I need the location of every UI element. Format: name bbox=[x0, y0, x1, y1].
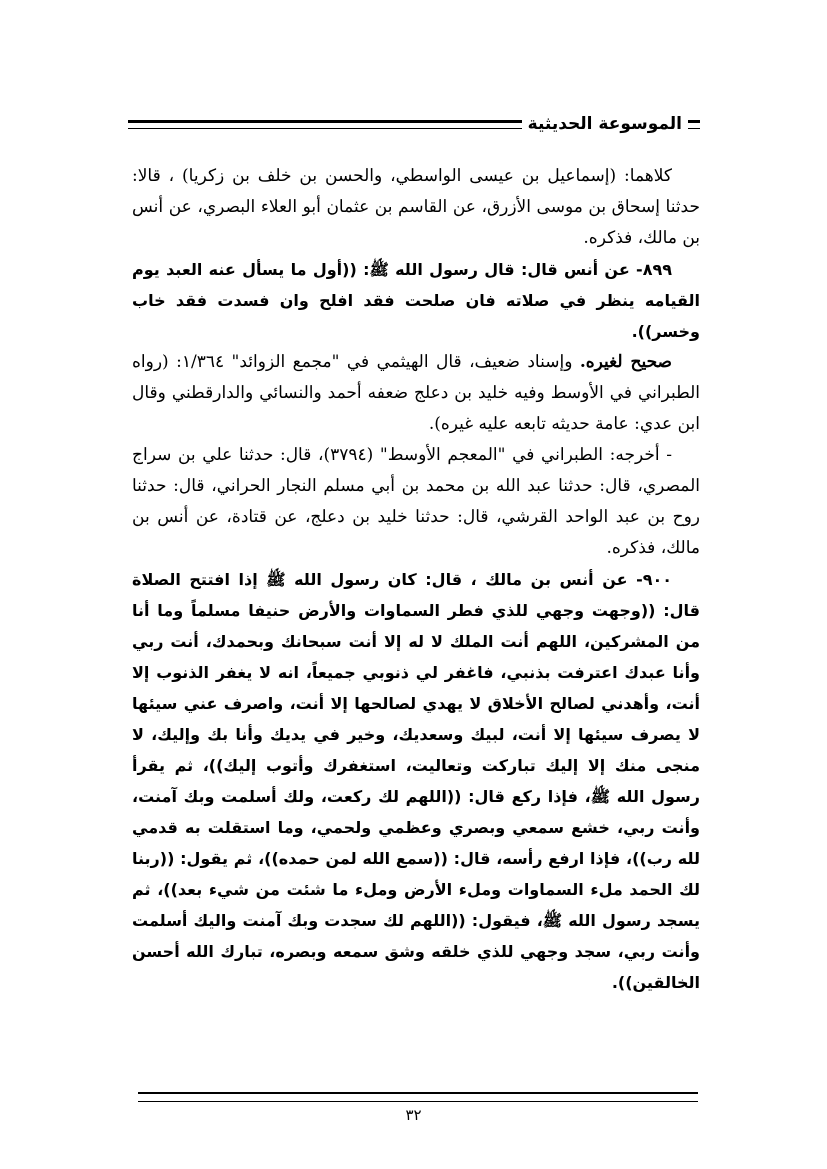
hadith-900: ٩٠٠- عن أنس بن مالك ، قال: كان رسول الله ﷺ إذا افتتح الصلاة قال: ((وجهت وجهي للذي فطر السماوات والأرض حنيفا مسلماً وما أنا من المشركين، اللهم أنت الملك لا له إلا أنت سبحانك وبحمدك، أنت ربي وأنا عبدك اعترفت بذنبي، فاغفر لي ذنوبي جميعاً، انه لا يغفر الذنوب إلا أنت، وأهدني لصالح الأخلاق لا يهدي لصالحها إلا أنت، واصرف عني سيئها لا يصرف سيئها إلا أنت، لبيك وسعديك، وخير في يديك وأنا بك وإليك، لا منجى منك إلا إليك تباركت وتعاليت، استغفرك وأتوب إليك))، ثم يقرأ رسول الله ﷺ، فإذا ركع قال: ((اللهم لك ركعت، ولك أسلمت وبك آمنت، وأنت ربي، خشع سمعي وبصري وعظمي ولحمي، وما استقلت به قدمي لله رب))، فإذا ارفع رأسه، قال: ((سمع الله لمن حمده))، ثم يقول: ((ربنا لك الحمد ملء السماوات وملء الأرض وملء ما شئت من شيء بعد))، ثم يسجد رسول الله ﷺ، فيقول: ((اللهم لك سجدت وبك آمنت واليك أسلمت وأنت ربي، سجد وجهي للذي خلقه وشق سمعه وبصره، تبارك الله أحسن الخالقين)). bbox=[132, 570, 700, 992]
header-rule-left bbox=[128, 120, 522, 129]
page-body bbox=[132, 161, 700, 998]
grading-label: صحيح لغيره. bbox=[579, 352, 672, 372]
paragraph-isnad-continuation: كلاهما: (إسماعيل بن عيسى الواسطي، والحسن بن خلف بن زكريا) ، قالا: حدثنا إسحاق بن موسى الأزرق، عن القاسم بن عثمان أبو العلاء البصري، عن أنس بن مالك، فذكره. bbox=[132, 166, 700, 248]
grading-text: وإسناد ضعيف، قال الهيثمي في "مجمع الزوائد" ١/٣٦٤: (رواه الطبراني في الأوسط وفيه خليد بن دعلج ضعفه أحمد والنسائي والدارقطني وقال ابن عدي: عامة حديثه تابعه عليه غيره). bbox=[132, 352, 700, 434]
takhrij-paragraph: - أخرجه: الطبراني في "المعجم الأوسط" (٣٧٩٤)، قال: حدثنا علي بن سراج المصري، قال: حدثنا عبد الله بن محمد بن أبي مسلم النجار الحراني، قال: حدثنا روح بن عبد الواحد القرشي، قال: حدثنا خليد بن دعلج، عن قتادة، عن أنس بن مالك، فذكره. bbox=[132, 445, 700, 558]
page-header bbox=[128, 104, 700, 144]
hadith-899: ٨٩٩- عن أنس قال: قال رسول الله ﷺ: ((أول ما يسأل عنه العبد يوم القيامه ينظر في صلاته فان صلحت فقد افلح وان فسدت فقد خاب وخسر)). bbox=[132, 260, 700, 341]
page-number: ٣٢ bbox=[405, 1106, 422, 1124]
header-title: الموسوعة الحديثية bbox=[527, 114, 682, 134]
footer-rule bbox=[138, 1092, 698, 1102]
grading-paragraph bbox=[132, 347, 700, 440]
header-rule-right bbox=[688, 120, 700, 129]
